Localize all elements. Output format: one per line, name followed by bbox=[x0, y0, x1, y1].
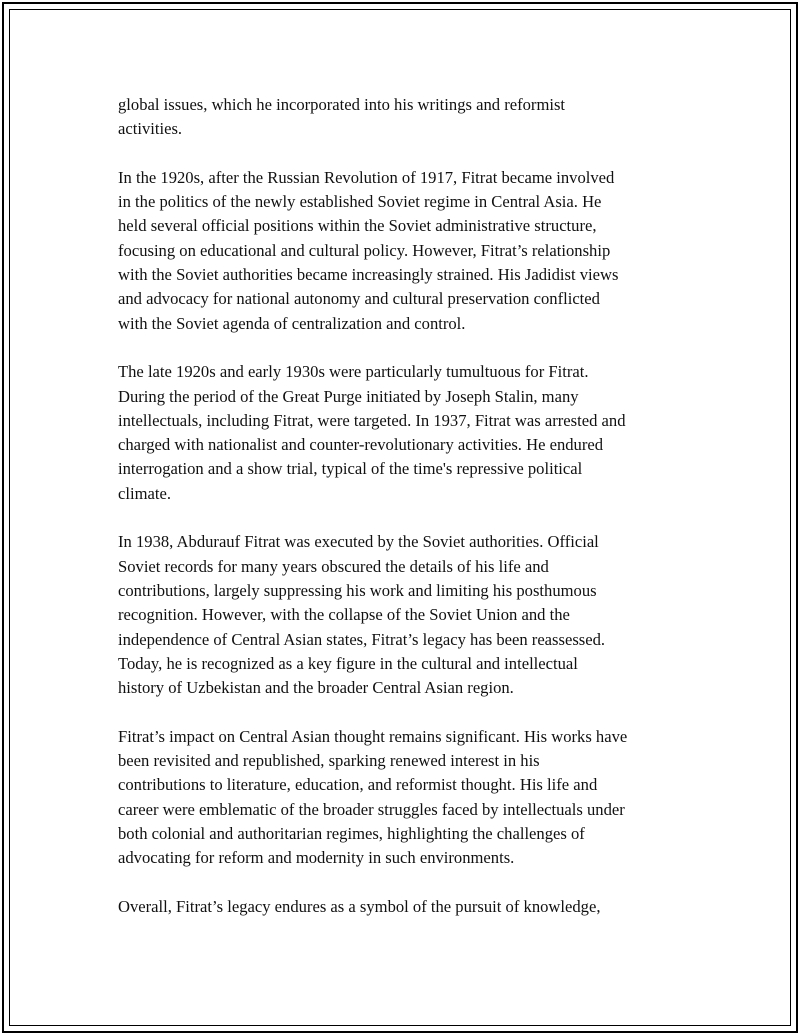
text-line: history of Uzbekistan and the broader Central Asian region. bbox=[118, 678, 514, 698]
text-line: and advocacy for national autonomy and cultural preservation conflicted bbox=[118, 289, 600, 309]
text-line: Soviet records for many years obscured the details of his life and bbox=[118, 556, 549, 576]
text-line: independence of Central Asian states, Fitrat’s legacy has been reassessed. bbox=[118, 629, 606, 649]
paragraph-global-issues bbox=[118, 93, 698, 142]
document-body bbox=[118, 93, 698, 943]
text-line: with the Soviet authorities became increasingly strained. His Jadidist views bbox=[118, 265, 619, 285]
text-line: charged with nationalist and counter-revolutionary activities. He endured bbox=[118, 435, 604, 455]
text-line: career were emblematic of the broader struggles faced by intellectuals under bbox=[118, 799, 625, 819]
text-line: In 1938, Abdurauf Fitrat was executed by the Soviet authorities. Official bbox=[118, 532, 599, 552]
text-line: Fitrat’s impact on Central Asian thought remains significant. His works have bbox=[118, 726, 628, 746]
text-line: been revisited and republished, sparking renewed interest in his bbox=[118, 751, 540, 771]
paragraph-overall bbox=[118, 895, 698, 919]
text-line: held several official positions within the Soviet administrative structure, bbox=[118, 216, 597, 236]
text-line: interrogation and a show trial, typical of the time's repressive political bbox=[118, 459, 583, 479]
text-line: activities. bbox=[118, 119, 183, 139]
paragraph-1920s-politics bbox=[118, 166, 698, 336]
text-line: global issues, which he incorporated into his writings and reformist bbox=[118, 95, 566, 114]
text-line: both colonial and authoritarian regimes, highlighting the challenges of bbox=[118, 823, 585, 843]
text-line: intellectuals, including Fitrat, were targeted. In 1937, Fitrat was arrested and bbox=[118, 410, 626, 430]
paragraph-impact bbox=[118, 725, 698, 871]
text-line: recognition. However, with the collapse of the Soviet Union and the bbox=[118, 605, 570, 625]
text-line: contributions to literature, education, and reformist thought. His life and bbox=[118, 775, 598, 795]
text-line: During the period of the Great Purge initiated by Joseph Stalin, many bbox=[118, 386, 579, 406]
text-line: In the 1920s, after the Russian Revolution of 1917, Fitrat became involved bbox=[118, 167, 615, 187]
text-line: focusing on educational and cultural policy. However, Fitrat’s relationship bbox=[118, 240, 611, 260]
text-line: contributions, largely suppressing his work and limiting his posthumous bbox=[118, 580, 597, 600]
text-line: climate. bbox=[118, 483, 171, 503]
paragraph-execution-legacy bbox=[118, 530, 698, 700]
text-line: with the Soviet agenda of centralization and control. bbox=[118, 313, 466, 333]
text-line: advocating for reform and modernity in such environments. bbox=[118, 848, 515, 868]
text-line: Overall, Fitrat’s legacy endures as a symbol of the pursuit of knowledge, bbox=[118, 896, 601, 916]
text-line: Today, he is recognized as a key figure in the cultural and intellectual bbox=[118, 653, 578, 673]
text-line: The late 1920s and early 1930s were particularly tumultuous for Fitrat. bbox=[118, 362, 589, 382]
text-line: in the politics of the newly established Soviet regime in Central Asia. He bbox=[118, 192, 602, 212]
paragraph-great-purge bbox=[118, 360, 698, 506]
